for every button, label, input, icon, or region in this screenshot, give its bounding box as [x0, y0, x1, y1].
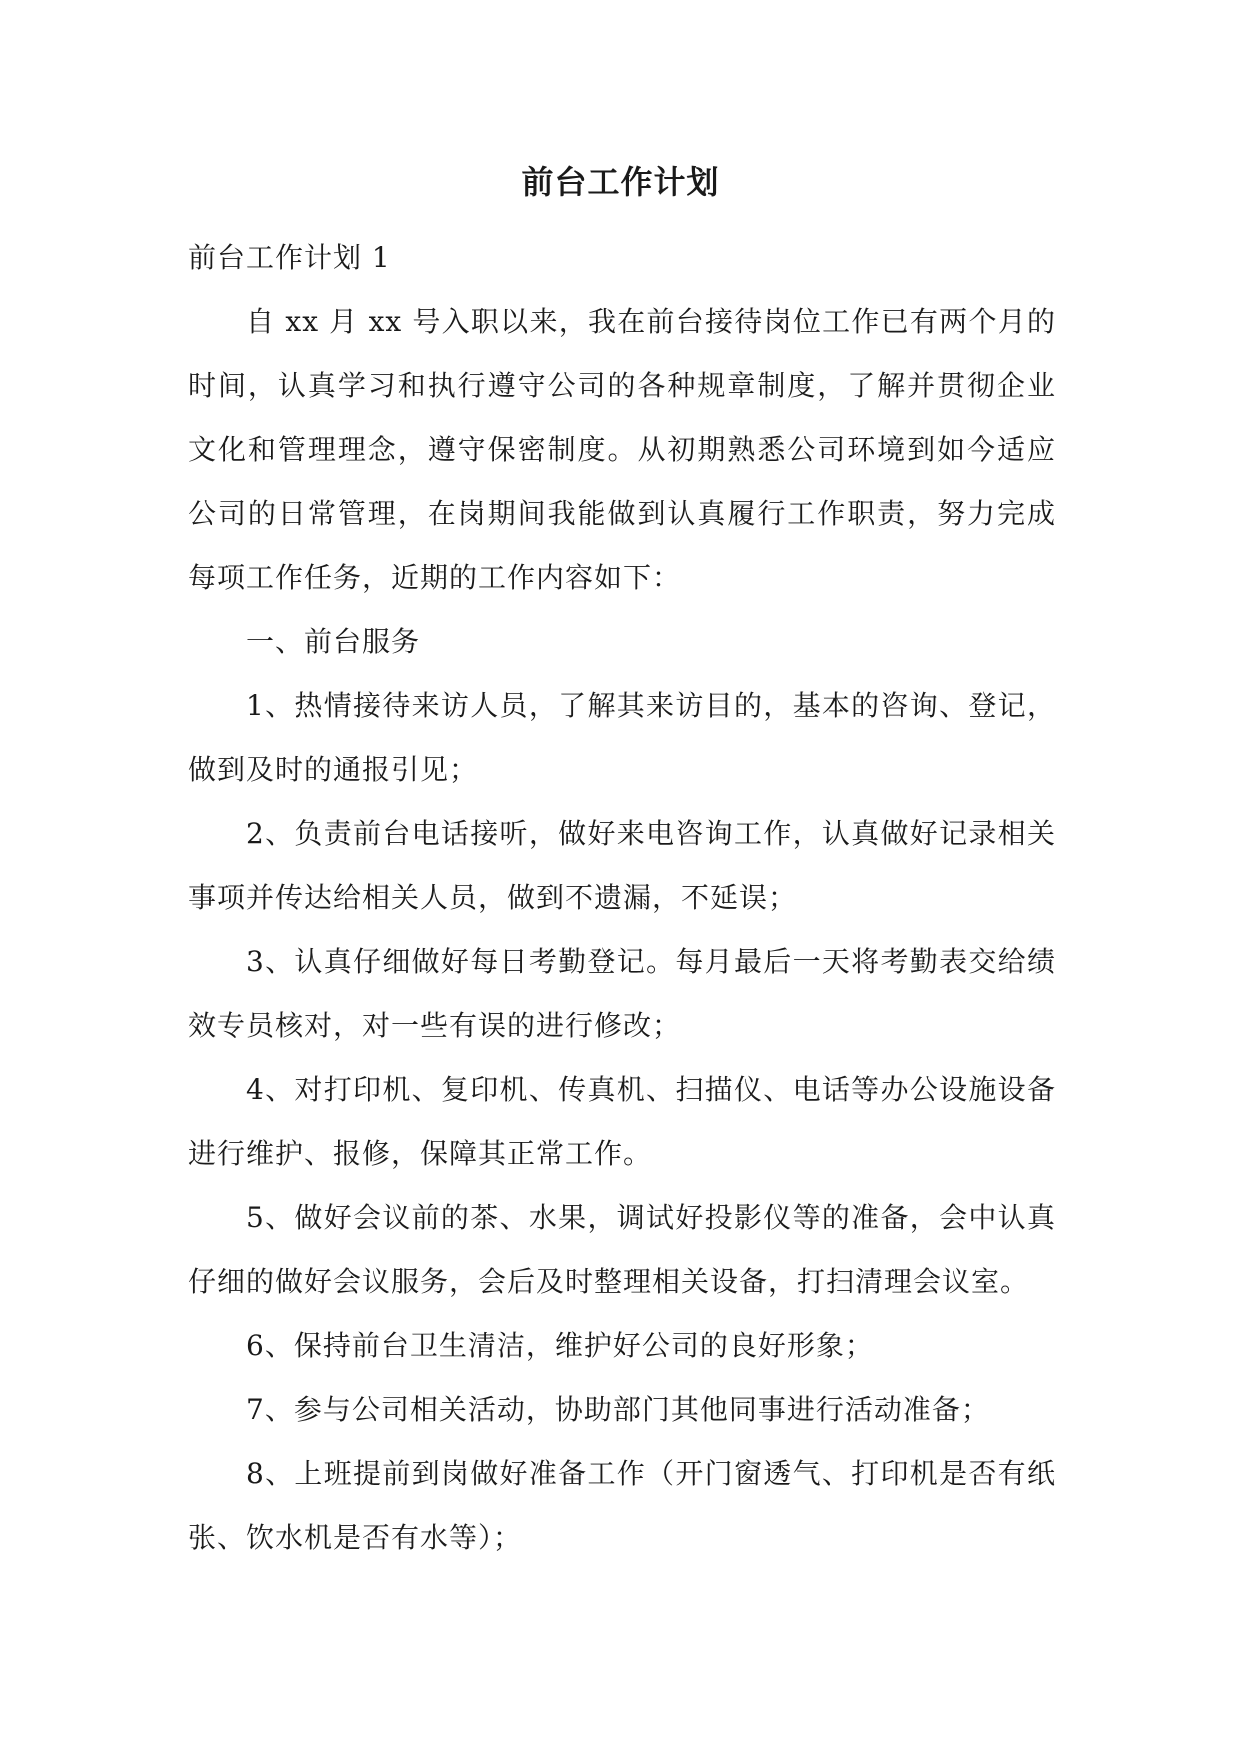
list-item: 2、负责前台电话接听，做好来电咨询工作，认真做好记录相关事项并传达给相关人员，做到不遗漏，不延误； — [188, 817, 1056, 914]
list-item: 4、对打印机、复印机、传真机、扫描仪、电话等办公设施设备进行维护、报修，保障其正常工作。 — [188, 1073, 1056, 1170]
section-subtitle: 前台工作计划 1 — [188, 241, 391, 274]
list-item: 7、参与公司相关活动，协助部门其他同事进行活动准备； — [246, 1393, 990, 1426]
list-item: 8、上班提前到岗做好准备工作（开门窗透气、打印机是否有纸张、饮水机是否有水等）； — [188, 1457, 1056, 1554]
document-title: 前台工作计划 — [521, 163, 720, 201]
list-item: 5、做好会议前的茶、水果，调试好投影仪等的准备，会中认真仔细的做好会议服务，会后及时整理相关设备，打扫清理会议室。 — [188, 1201, 1056, 1298]
section-heading: 一、前台服务 — [246, 625, 421, 658]
list-item: 3、认真仔细做好每日考勤登记。每月最后一天将考勤表交给绩效专员核对，对一些有误的进行修改； — [188, 945, 1056, 1042]
intro-paragraph: 自 xx 月 xx 号入职以来，我在前台接待岗位工作已有两个月的时间，认真学习和执行遵守公司的各种规章制度，了解并贯彻企业文化和管理理念，遵守保密制度。从初期熟悉公司环境到如今适应公司的日常管理，在岗期间我能做到认真履行工作职责，努力完成每项工作任务，近期的工作内容如下： — [188, 305, 1056, 594]
list-item: 6、保持前台卫生清洁，维护好公司的良好形象； — [246, 1329, 874, 1362]
list-item: 1、热情接待来访人员，了解其来访目的，基本的咨询、登记，做到及时的通报引见； — [188, 689, 1056, 786]
document-body — [188, 226, 1056, 1570]
